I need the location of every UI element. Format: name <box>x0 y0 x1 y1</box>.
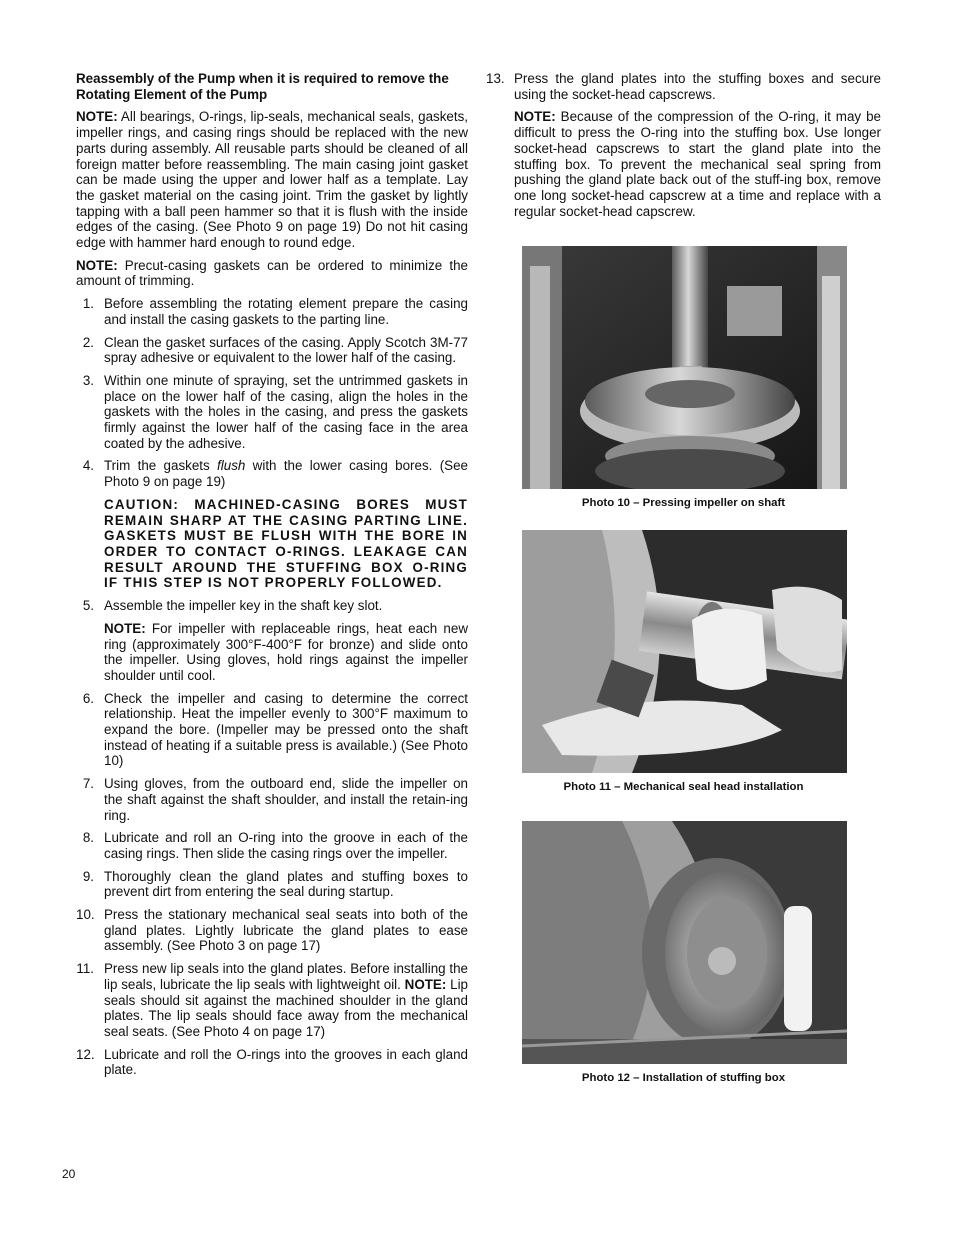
step-text: Lubricate and roll an O-ring into the groove in each of the casing rings. Then slide the casing rings over the impeller. <box>104 830 468 861</box>
step-number: 13. <box>486 71 505 86</box>
note-text: All bearings, O-rings, lip-seals, mechanical seals, gaskets, impeller rings, and casing rings should be replaced with the new parts during assembly. All reusable parts should be cleaned of all foreign matter before reassembling. The main casing joint gasket can be made using the upper and lower half as a template. Lay the gasket material on the casing joint. Trim the gasket by lightly tapping with a ball peen hammer so that it is flush with the inside edges of the casing. (See Photo 9 on page 19) Do not hit casing edge with hammer hard enough to round edge. <box>76 109 468 251</box>
step-number: 1. <box>82 296 94 312</box>
step-item <box>76 1047 468 1078</box>
step-text: Check the impeller and casing to determine the correct relationship. Heat the impeller evenly to 300°F maximum to expand the bore. (Impeller may be pressed onto the shaft instead of heating if a suitable press is available.) (See Photo 10) <box>104 690 468 769</box>
page-number: 20 <box>62 1167 76 1181</box>
reassembly-steps <box>76 296 468 1078</box>
step-number: 6. <box>82 690 94 706</box>
note-paragraph <box>76 258 468 289</box>
step-text: Thoroughly clean the gland plates and stuffing boxes to prevent dirt from entering the seal during startup. <box>104 868 468 900</box>
step-item <box>76 869 468 900</box>
note-label: NOTE: <box>404 976 447 992</box>
step-item <box>76 830 468 861</box>
step-item <box>76 907 468 954</box>
step-text: Lubricate and roll the O-rings into the grooves in each gland plate. <box>104 1046 468 1078</box>
step-number: 7. <box>82 776 94 792</box>
reassembly-steps-continued <box>486 71 881 219</box>
step-item <box>76 691 468 770</box>
note-text: Precut-casing gaskets can be ordered to minimize the amount of trimming. <box>76 257 468 289</box>
step-text: Using gloves, from the outboard end, slide the impeller on the shaft against the shaft shoulder, and install the retain-ing ring. <box>104 776 468 823</box>
step-number: 5. <box>82 598 94 614</box>
photo-stuffing-box <box>522 821 847 1064</box>
step-item <box>486 71 881 219</box>
step-item <box>76 373 468 452</box>
step-text: Trim the gaskets <box>104 458 218 474</box>
note-label: NOTE: <box>514 109 556 125</box>
left-column <box>76 71 468 1085</box>
step-text: with the lower casing bores. (See Photo 9 on page 19) <box>104 458 468 490</box>
step-text: Before assembling the rotating element prepare the casing and install the casing gaskets to the parting line. <box>104 296 468 327</box>
note-label: NOTE: <box>76 257 118 273</box>
step-item <box>76 776 468 823</box>
step-text: Press new lip seals into the gland plates. Before installing the lip seals, lubricate the lip seals with lightweight oil. <box>104 961 468 992</box>
step-text: Press the gland plates into the stuffing boxes and secure using the socket-head capscrews. <box>514 71 881 102</box>
step-item <box>76 458 468 591</box>
note-label: NOTE: <box>76 109 118 125</box>
step-text: Press the stationary mechanical seal seats into both of the gland plates. Lightly lubricate the gland plates to ease assembly. (See Photo 3 on page 17) <box>104 907 468 954</box>
photo-caption: Photo 12 – Installation of stuffing box <box>581 1072 786 1084</box>
photo-mechanical-seal <box>522 530 847 773</box>
step-note <box>514 109 881 219</box>
caution-warning: CAUTION: MACHINED-CASING BORES MUST REMAIN SHARP AT THE CASING PARTING LINE. GASKETS MUST BE FLUSH WITH THE BORE IN ORDER TO CONTACT O-RINGS. LEAKAGE CAN RESULT AROUND THE STUFFING BOX O-RING IF THIS STEP IS NOT PROPERLY FOLLOWED. <box>104 496 468 591</box>
step-number: 4. <box>82 458 94 474</box>
note-paragraph <box>76 109 468 250</box>
note-text: Because of the compression of the O-ring, it may be difficult to press the O-ring into the stuffing box. Use longer socket-head capscrews to start the gland plate into the stuffing box. To prevent the mechanical seal spring from pushing the gland plate back out of the stuff-ing box, remove one long socket-head capscrew at a time and replace with a regular socket-head capscrew. <box>514 109 881 219</box>
step-note <box>104 621 468 684</box>
step-number: 11. <box>76 961 94 977</box>
right-column <box>486 71 881 226</box>
step-text: Within one minute of spraying, set the untrimmed gaskets in place on the lower half of the casing, align the holes in the gaskets with the holes in the casing, and press the gaskets firmly against the lower half of the casing face in the area coated by the adhesive. <box>104 372 468 451</box>
step-item <box>76 961 468 1040</box>
step-emphasis: flush <box>217 458 246 474</box>
step-number: 10. <box>76 907 95 923</box>
step-text: Clean the gasket surfaces of the casing. Apply Scotch 3M-77 spray adhesive or equivalent to the lower half of the casing. <box>104 334 468 366</box>
step-text: Lip seals should sit against the machined shoulder in the gland plates. The lip seals should face away from the mechanical seal seats. (See Photo 4 on page 17) <box>104 976 468 1039</box>
note-label: NOTE: <box>104 620 146 636</box>
section-heading: Reassembly of the Pump when it is required to remove the Rotating Element of the Pump <box>76 71 449 102</box>
step-number: 3. <box>82 372 94 388</box>
step-item <box>76 296 468 327</box>
step-number: 2. <box>82 334 94 350</box>
photo-caption: Photo 11 – Mechanical seal head installation <box>563 781 804 793</box>
photo-pressing-impeller <box>522 246 847 489</box>
step-number: 12. <box>76 1046 95 1062</box>
step-item <box>76 598 468 684</box>
note-text: For impeller with replaceable rings, heat each new ring (approximately 300°F-400°F for bronze) and slide onto the impeller. Using gloves, hold rings against the impeller shoulder until cool. <box>104 620 468 683</box>
photo-caption: Photo 10 – Pressing impeller on shaft <box>581 497 786 509</box>
step-number: 8. <box>82 830 94 846</box>
step-number: 9. <box>82 868 94 884</box>
step-item <box>76 335 468 366</box>
step-text: Assemble the impeller key in the shaft key slot. <box>104 598 383 614</box>
